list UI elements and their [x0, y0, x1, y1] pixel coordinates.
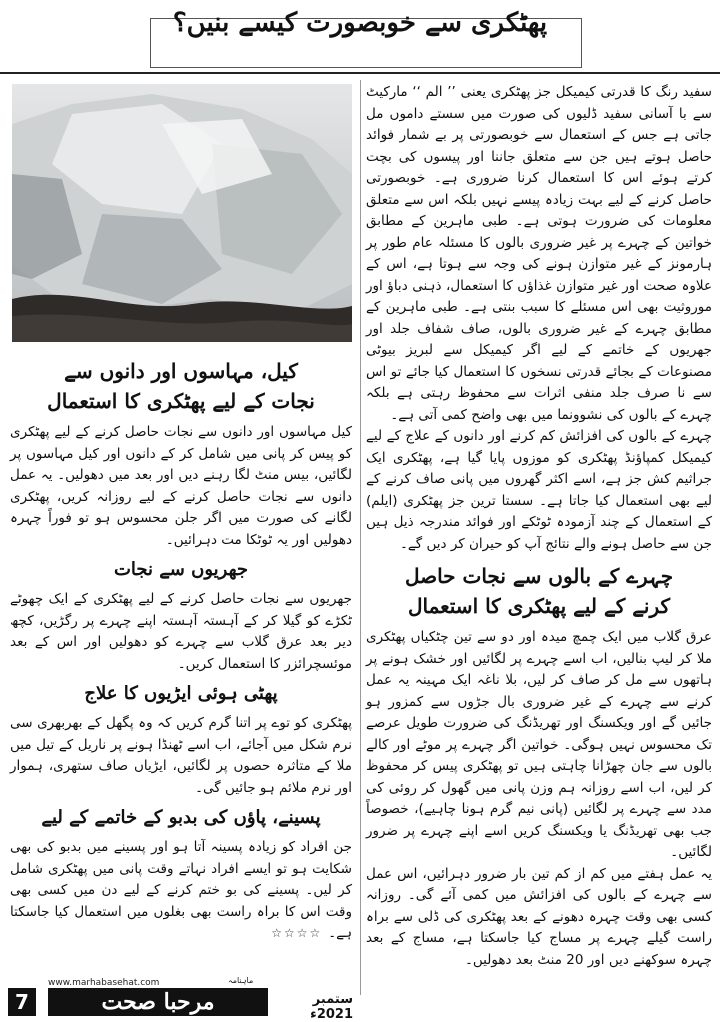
section-heading-facial-hair	[366, 561, 712, 621]
closing-paragraph: یہ عمل ہفتے میں کم از کم تین بار ضرور دہرائیں، اس عمل سے چہرے کے بالوں کی افزائش میں کمی آئے گی۔ روزانہ کسی بھی وقت چہرہ دھونے کے بعد پھٹکری کی ڈلی سے براہ راست گیلے چہرے پر مساج کیا جاسکتا ہے، مساج کے بعد چہرہ سوکھنے دیں اور 20 منٹ بعد دھولیں۔	[366, 865, 712, 968]
cracked-heels-paragraph: پھٹکری کو توے پر اتنا گرم کریں کہ وہ پگھل کے بھربھری سی نرم شکل میں آجائے، اب اسے ٹھنڈا ہونے پر ناریل کے تیل میں ملا کے متاثرہ حصوں پر لگائیں، ایڑیاں صاف ستھری، ہموار اور نرم ملائم ہو جائیں گی۔	[10, 715, 352, 796]
section-heading-line: نجات کے لیے پھٹکری کا استعمال	[47, 389, 315, 413]
section-heading-sweat: پسینے، پاؤں کی بدبو کے خاتمے کے لیے	[41, 807, 321, 828]
section-heading-line: کیل، مہاسوں اور دانوں سے	[64, 359, 298, 383]
header-rule	[0, 72, 720, 74]
end-stars-icon: ☆☆☆☆	[271, 926, 323, 940]
acne-paragraph: کیل مہاسوں اور دانوں سے نجات حاصل کرنے کے لیے پھٹکری کو پیس کر پانی میں شامل کر کے دانوں اور کیل مہاسوں پر لگائیں، بیس منٹ لگا رہنے دیں اور بعد میں دھولیں۔ یہ عمل دانوں سے نجات حاصل کرنے کے لیے روزانہ کریں، پھٹکری لگانے کی صورت میں اگر جلن محسوس ہو تو فوراً چہرہ دھولیں اور یہ ٹوٹکا مت دہرائیں۔	[10, 424, 352, 548]
column-divider	[360, 80, 361, 995]
section-heading-cracked-heels: پھٹی ہوئی ایڑیوں کا علاج	[84, 683, 278, 704]
wrinkles-paragraph: جھریوں سے نجات حاصل کرنے کے لیے پھٹکری کے ایک چھوٹے ٹکڑے کو گیلا کر کے آہستہ آہستہ اپنے چہرے پر رگڑیں، کچھ دیر بعد عرق گلاب سے چہرے کو دھولیں اور اس کے بعد موئسچرائزر کا استعمال کریں۔	[10, 591, 352, 672]
section-heading-line: چہرے کے بالوں سے نجات حاصل	[404, 564, 674, 588]
alum-crystal-photo	[12, 84, 352, 342]
alum-crystal-illustration	[12, 84, 352, 342]
issue-date: ستمبر 2021ء	[310, 992, 353, 1022]
page-number: 7	[8, 988, 36, 1016]
magazine-logo: مرحبا صحت	[48, 988, 268, 1016]
left-column	[10, 350, 352, 945]
page-footer	[8, 976, 353, 1022]
page-title: پھٹکری سے خوبصورت کیسے بنیں؟	[172, 8, 548, 38]
facial-hair-paragraph: عرق گلاب میں ایک چمچ میدہ اور دو سے تین چٹکیاں پھٹکری ملا کر لیپ بنالیں، اب اسے چہرے پر لگائیں اور خشک ہونے پر ہاتھوں سے مل کر صاف کر لیں، بلا ناغہ ایک مہینہ یہ عمل کرنے سے چہرے کے غیر ضروری بال جڑوں سے کمزور ہو جائیں گے اور ویکسنگ اور تھریڈنگ کی ضرورت طویل عرصے تک محسوس نہیں ہوگی۔ خواتین اگر چہرے پر موٹے اور کالے بالوں سے جان چھڑانا چاہتی ہیں تو پھٹکری پیس کر محفوظ کر لیں، اب اسے روزانہ ہم وزن پانی میں گھول کر روئی کی مدد سے چہرے پر لگائیں (پانی نیم گرم ہونا چاہیے)، خصوصاً جب بھی تھریڈنگ یا ویکسنگ کریں اسے اپنے چہرے پر ضرور لگائیں۔	[366, 629, 712, 860]
right-column	[366, 82, 712, 971]
website-link[interactable]: www.marhabasehat.com	[48, 978, 160, 988]
magazine-tag: ماہنامہ	[228, 976, 254, 985]
section-heading-acne	[10, 356, 352, 416]
alum-uses-paragraph: چہرے کے بالوں کی افزائش کم کرنے اور دانوں کے علاج کے لیے کیمیکل کمپاؤنڈ پھٹکری کو موزوں پایا گیا ہے، پھٹکری ایک جراثیم کش جز ہے، اسے اکثر گھروں میں پانی صاف کرنے کے لیے بھی استعمال کیا جاتا ہے۔ سستا ترین جز پھٹکری (ایلم) کے استعمال کے چند آزمودہ ٹوٹکے اور فوائد مندرجہ ذیل ہیں جن سے حاصل ہونے والے نتائج آپ کو حیران کر دیں گے۔	[366, 428, 712, 552]
section-heading-line: کرنے کے لیے پھٹکری کا استعمال	[407, 594, 671, 618]
sweat-paragraph	[10, 837, 352, 945]
section-heading-wrinkles: جھریوں سے نجات	[113, 559, 249, 580]
intro-paragraph: سفید رنگ کا قدرتی کیمیکل جز پھٹکری یعنی ’’ الم ‘‘ مارکیٹ سے با آسانی سفید ڈلیوں کی صورت میں سستے داموں مل جاتی ہے جس کے استعمال سے خوبصورتی پر بے شمار فوائد حاصل ہوتے ہیں جن سے متعلق جاننا اور پیسوں کی بچت کرتے ہوئے اس کا استعمال کرنا ضروری ہے۔ خوبصورتی حاصل کرنے کے لیے بہت زیادہ پیسے نہیں بلکہ اس سے متعلق معلومات کی ضرورت ہوتی ہے۔ طبی ماہرین کے مطابق خواتین کے چہرے پر غیر ضروری بالوں کا مسئلہ عام طور پر ہارمونز کے غیر متوازن ہونے کی وجہ سے ہوتا ہے، اس کے علاوہ صحت اور غیر متوازن غذاؤں کا استعمال، ذہنی دباؤ اور موروثیت بھی اس مسئلے کا سبب بنتی ہے۔ طبی ماہرین کے مطابق چہرے کے غیر ضروری بالوں، صاف شفاف جلد اور جھریوں کے خاتمے کے لیے اگر کیمیکل سے لبریز بیوٹی مصنوعات کے بجائے قدرتی نسخوں کا استعمال کیا جائے تو اس سے نا صرف جلد منفی اثرات سے محفوظ رہتی ہے بلکہ چہرے کے بالوں کی نشوونما میں بھی واضح کمی آتی ہے۔	[366, 84, 712, 423]
sweat-paragraph-text: جن افراد کو زیادہ پسینہ آتا ہو اور پسینے میں بدبو کی بھی شکایت ہو تو ایسے افراد نہاتے وقت پانی میں پھٹکری شامل کر لیں۔ پسینے کی بو ختم کرنے کے لیے دن میں کسی بھی وقت اس کا براہ راست بھی بغلوں میں استعمال کیا جاسکتا ہے۔	[10, 839, 352, 941]
